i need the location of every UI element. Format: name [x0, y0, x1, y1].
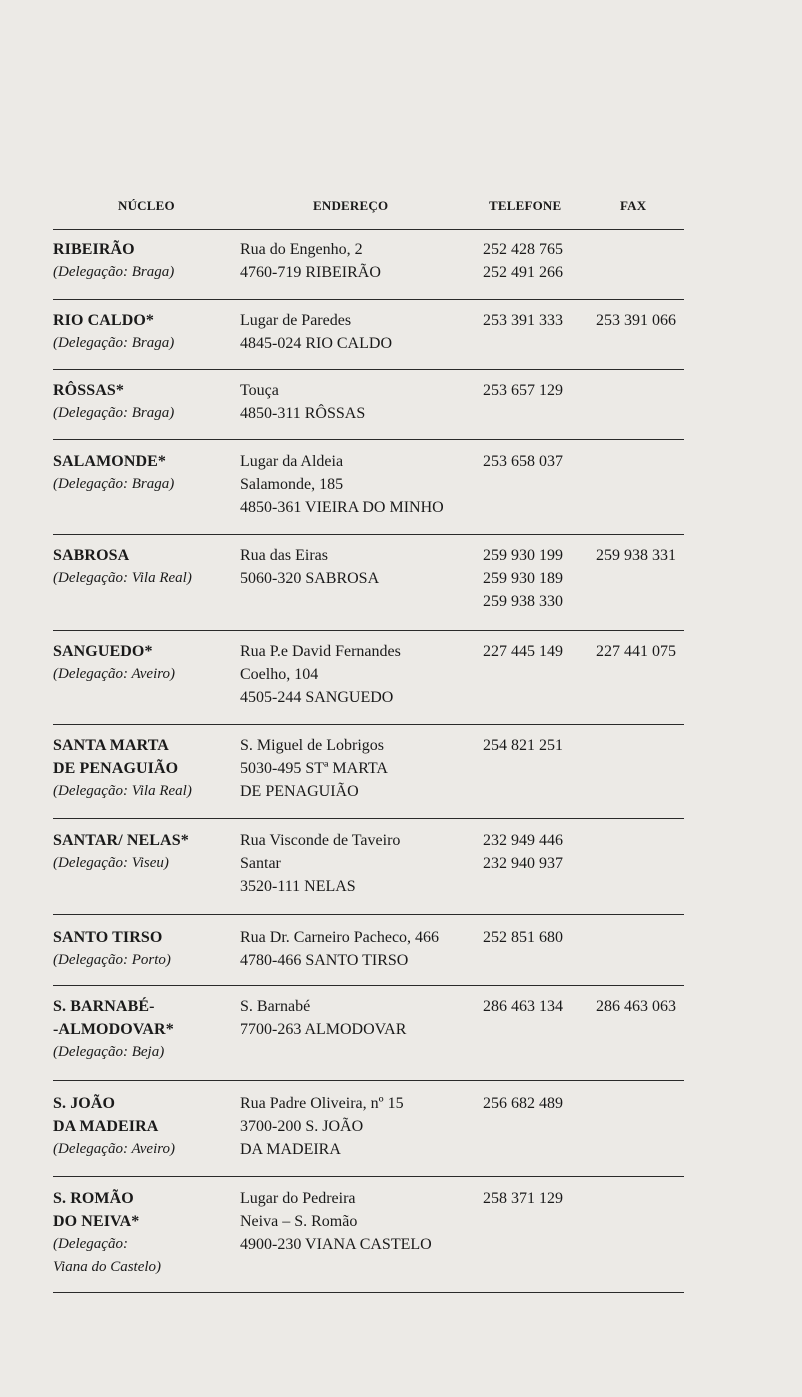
phone-cell [483, 450, 563, 473]
address-line: Lugar do Pedreira [240, 1190, 356, 1207]
phone-cell [483, 640, 563, 663]
nucleo-cell [53, 238, 174, 284]
address-cell [240, 238, 381, 284]
delegation-label: (Delegação: Braga) [53, 264, 175, 280]
phone-number: 253 657 129 [483, 382, 563, 399]
phone-number: 232 949 446 [483, 832, 563, 849]
phone-number: 252 491 266 [483, 264, 563, 281]
address-line: Santar [240, 855, 281, 872]
address-line: 5030-495 STª MARTA [240, 760, 388, 777]
fax-cell [596, 640, 676, 663]
nucleo-name: SANTAR/ NELAS* [53, 832, 189, 849]
address-line: Lugar de Paredes [240, 312, 352, 329]
fax-number: 227 441 075 [596, 643, 676, 660]
row-divider [53, 1080, 684, 1081]
address-line: 4850-311 RÔSSAS [240, 405, 366, 422]
delegation-label: (Delegação: Aveiro) [53, 1141, 176, 1157]
address-line: 4845-024 RIO CALDO [240, 335, 392, 352]
row-divider [53, 534, 684, 535]
delegation-label: (Delegação: Braga) [53, 476, 175, 492]
address-cell [240, 734, 388, 803]
address-line: 4780-466 SANTO TIRSO [240, 952, 409, 969]
address-line: S. Barnabé [240, 998, 311, 1015]
row-divider [53, 369, 684, 370]
nucleo-cell [53, 309, 174, 355]
address-line: Lugar da Aldeia [240, 453, 344, 470]
address-cell [240, 1187, 432, 1256]
address-line: Rua das Eiras [240, 547, 328, 564]
phone-cell [483, 309, 563, 332]
row-divider [53, 914, 684, 915]
delegation-label: (Delegação: Beja) [53, 1044, 165, 1060]
nucleo-cell [53, 544, 192, 590]
row-divider [53, 1292, 684, 1293]
fax-cell [596, 309, 676, 332]
address-cell [240, 1092, 404, 1161]
phone-number: 227 445 149 [483, 643, 563, 660]
delegation-label: (Delegação: Vila Real) [53, 570, 192, 586]
address-line: Rua do Engenho, 2 [240, 241, 363, 258]
address-line: 5060-320 SABROSA [240, 570, 380, 587]
delegation-label: (Delegação: Vila Real) [53, 783, 192, 799]
address-cell [240, 544, 379, 590]
phone-cell [483, 238, 563, 284]
nucleo-cell [53, 450, 174, 496]
delegation-label: (Delegação: Viseu) [53, 855, 169, 871]
phone-cell [483, 1092, 563, 1115]
phone-cell [483, 544, 563, 613]
phone-cell [483, 734, 563, 757]
nucleo-name: SABROSA [53, 547, 130, 564]
address-line: Touça [240, 382, 279, 399]
row-divider [53, 1176, 684, 1177]
delegation-label: Viana do Castelo) [53, 1259, 162, 1275]
row-divider [53, 724, 684, 725]
nucleo-cell [53, 995, 174, 1064]
row-divider [53, 439, 684, 440]
phone-number: 258 371 129 [483, 1190, 563, 1207]
nucleo-name: RIBEIRÃO [53, 241, 135, 258]
address-line: S. Miguel de Lobrigos [240, 737, 384, 754]
phone-number: 252 851 680 [483, 929, 563, 946]
fax-number: 259 938 331 [596, 547, 676, 564]
phone-number: 259 930 199 [483, 547, 563, 564]
nucleo-name: SANTO TIRSO [53, 929, 163, 946]
row-divider [53, 818, 684, 819]
phone-number: 259 930 189 [483, 570, 563, 587]
phone-cell [483, 1187, 563, 1210]
fax-number: 286 463 063 [596, 998, 676, 1015]
nucleo-cell [53, 734, 192, 803]
address-cell [240, 926, 439, 972]
nucleo-name: RIO CALDO* [53, 312, 155, 329]
address-line: 4760-719 RIBEIRÃO [240, 264, 381, 281]
address-line: Rua Visconde de Taveiro [240, 832, 401, 849]
address-line: Neiva – S. Romão [240, 1213, 358, 1230]
address-cell [240, 829, 400, 898]
phone-number: 252 428 765 [483, 241, 563, 258]
header-telefone: TELEFONE [489, 198, 562, 213]
nucleo-name: S. BARNABÉ- [53, 998, 155, 1015]
phone-cell [483, 829, 563, 875]
address-cell [240, 379, 365, 425]
phone-number: 253 658 037 [483, 453, 563, 470]
delegation-label: (Delegação: Porto) [53, 952, 171, 968]
row-divider [53, 299, 684, 300]
nucleo-name: DA MADEIRA [53, 1118, 159, 1135]
delegation-label: (Delegação: Braga) [53, 335, 175, 351]
nucleo-cell [53, 926, 171, 972]
phone-cell [483, 995, 563, 1018]
nucleo-cell [53, 1092, 175, 1161]
address-line: 3700-200 S. JOÃO [240, 1118, 364, 1135]
row-divider [53, 985, 684, 986]
phone-number: 256 682 489 [483, 1095, 563, 1112]
nucleo-cell [53, 379, 174, 425]
nucleo-name: SANGUEDO* [53, 643, 153, 660]
address-line: Rua Padre Oliveira, nº 15 [240, 1095, 404, 1112]
header-divider [53, 229, 684, 230]
fax-cell [596, 995, 676, 1018]
nucleo-name: SANTA MARTA [53, 737, 169, 754]
nucleo-name: SALAMONDE* [53, 453, 167, 470]
phone-number: 254 821 251 [483, 737, 563, 754]
nucleo-cell [53, 1187, 161, 1279]
address-cell [240, 995, 406, 1041]
delegation-label: (Delegação: Aveiro) [53, 666, 176, 682]
fax-number: 253 391 066 [596, 312, 676, 329]
address-line: 4505-244 SANGUEDO [240, 689, 394, 706]
header-nucleo: NÚCLEO [118, 198, 175, 213]
header-endereco: ENDEREÇO [313, 198, 389, 213]
address-line: DE PENAGUIÃO [240, 783, 359, 800]
fax-cell [596, 544, 676, 567]
phone-cell [483, 926, 563, 949]
address-line: DA MADEIRA [240, 1141, 341, 1158]
phone-number: 253 391 333 [483, 312, 563, 329]
header-fax: FAX [620, 198, 647, 213]
nucleo-name: S. ROMÃO [53, 1190, 134, 1207]
nucleo-name: S. JOÃO [53, 1095, 116, 1112]
address-line: Rua P.e David Fernandes [240, 643, 401, 660]
phone-cell [483, 379, 563, 402]
address-line: 3520-111 NELAS [240, 878, 356, 895]
address-line: Salamonde, 185 [240, 476, 344, 493]
phone-number: 259 938 330 [483, 593, 563, 610]
phone-number: 232 940 937 [483, 855, 563, 872]
row-divider [53, 630, 684, 631]
address-line: Coelho, 104 [240, 666, 319, 683]
delegation-label: (Delegação: [53, 1236, 128, 1252]
address-cell [240, 640, 401, 709]
table-header [0, 198, 802, 218]
address-line: Rua Dr. Carneiro Pacheco, 466 [240, 929, 440, 946]
nucleo-cell [53, 640, 175, 686]
address-cell [240, 450, 444, 519]
nucleo-name: RÔSSAS* [53, 382, 124, 399]
nucleo-name: -ALMODOVAR* [53, 1021, 174, 1038]
address-line: 4900-230 VIANA CASTELO [240, 1236, 432, 1253]
nucleo-name: DO NEIVA* [53, 1213, 140, 1230]
nucleo-cell [53, 829, 189, 875]
address-line: 4850-361 VIEIRA DO MINHO [240, 499, 444, 516]
delegation-label: (Delegação: Braga) [53, 405, 175, 421]
nucleo-name: DE PENAGUIÃO [53, 760, 179, 777]
phone-number: 286 463 134 [483, 998, 563, 1015]
address-cell [240, 309, 392, 355]
address-line: 7700-263 ALMODOVAR [240, 1021, 407, 1038]
